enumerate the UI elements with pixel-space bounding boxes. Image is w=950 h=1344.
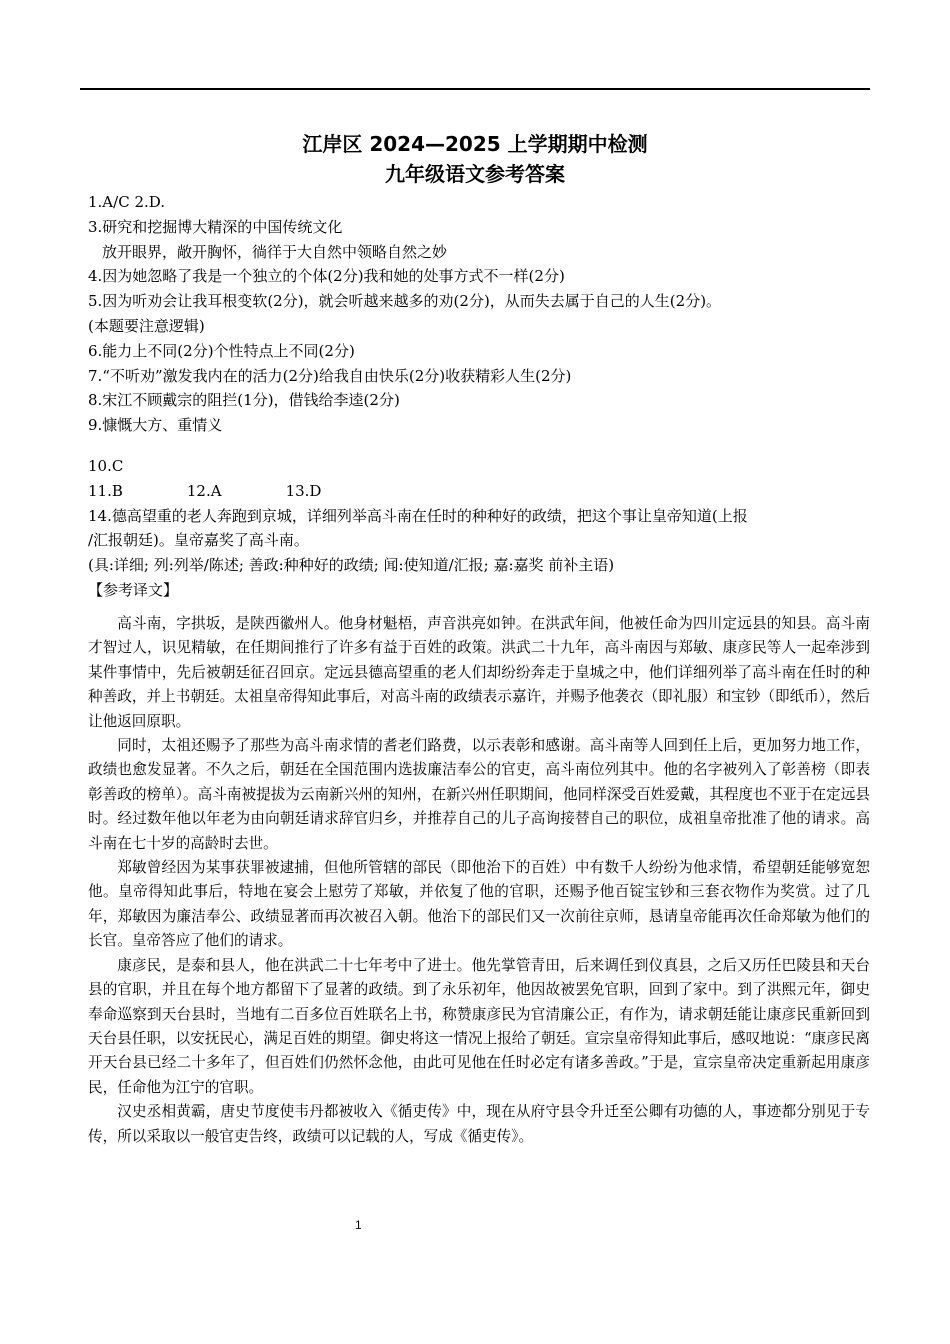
answer-5-line2: (本题要注意逻辑)	[88, 316, 205, 335]
answer-13: 13.D	[285, 481, 322, 500]
header-rule	[80, 88, 870, 90]
answer-14-note: (具:详细; 列:列举/陈述; 善政:种种好的政绩; 闻:使知道/汇报; 嘉:嘉奖 前补主语)	[88, 556, 615, 575]
answer-11-13	[88, 479, 880, 504]
translation-paragraph: 高斗南，字拱坂，是陕西徽州人。他身材魁梧，声音洪亮如钟。在洪武年间，他被任命为四川定远县的知县。高斗南才智过人，识见精敏，在任期间推行了许多有益于百姓的政策。洪武二十九年，高斗南因与郑敏、康彦民等人一起牵涉到某件事情中，先后被朝廷征召回京。定远县德高望重的老人们却纷纷奔走于皇城之中，他们详细列举了高斗南在任时的种种善政，并上书朝廷。太祖皇帝得知此事后，对高斗南的政绩表示嘉许，并赐予他袭衣（即礼服）和宝钞（即纸币），然后让他返回原职。	[88, 615, 870, 730]
answer-1-2: 1.A/C 2.D.	[88, 193, 166, 211]
translation-paragraph: 康彦民，是泰和县人，他在洪武二十七年考中了进士。他先掌管青田，后来调任到仪真县，之后又历任巴陵县和天台县的官职，并且在每个地方都留下了显著的政绩。到了永乐初年，他因故被罢免官职，回到了家中。到了洪熙元年，御史奉命巡察到天台县时，当地有二百多位百姓联名上书，称赞康彦民为官清廉公正，有作为，请求朝廷能让康彦民重新回到天台县任职，以安抚民心，满足百姓的期望。御史将这一情况上报给了朝廷。宣宗皇帝得知此事后，感叹地说：“康彦民离开天台县已经二十多年了，但百姓们仍然怀念他，由此可见他在任时必定有诸多善政。”于是，宣宗皇帝决定重新起用康彦民，任命他为江宁的官职。	[88, 956, 870, 1096]
answer-4: 4.因为她忽略了我是一个独立的个体(2分)我和她的处事方式不一样(2分)	[88, 267, 565, 286]
page-subtitle: 九年级语文参考答案	[385, 162, 565, 186]
answer-list	[88, 190, 880, 603]
translation-paragraph: 同时，太祖还赐予了那些为高斗南求情的耆老们路费，以示表彰和感谢。高斗南等人回到任上后，更加努力地工作，政绩也愈发显著。不久之后，朝廷在全国范围内选拔廉洁奉公的官吏，高斗南位列其中。他的名字被列入了彰善榜（即表彰善政的榜单）。高斗南被提拔为云南新兴州的知州，在新兴州任职期间，他同样深受百姓爱戴，其程度也不亚于在定远县时。经过数年他以年老为由向朝廷请求辞官归乡，并推荐自己的儿子高询接替自己的职位，成祖皇帝批准了他的请求。高斗南在七十岁的高龄时去世。	[88, 737, 870, 852]
answer-7: 7.“不听劝”激发我内在的活力(2分)给我自由快乐(2分)收获精彩人生(2分)	[88, 366, 572, 385]
answer-6: 6.能力上不同(2分)个性特点上不同(2分)	[88, 341, 355, 360]
answer-5-line1: 5.因为听劝会让我耳根变软(2分)，就会听越来越多的劝(2分)，从而失去属于自己的人生(2分)。	[88, 292, 722, 311]
answer-14-line1: 14.德高望重的老人奔跑到京城，详细列举高斗南在任时的种种好的政绩，把这个事让皇帝知道(上报	[88, 506, 748, 525]
translation-paragraph: 郑敏曾经因为某事获罪被逮捕，但他所管辖的部民（即他治下的百姓）中有数千人纷纷为他求情，希望朝廷能够宽恕他。皇帝得知此事后，特地在宴会上慰劳了郑敏，并依复了他的官职，还赐予他百锭宝钞和三套衣物作为奖赏。过了几年，郑敏因为廉洁奉公、政绩显著而再次被召入朝。他治下的部民们又一次前往京师，恳请皇帝能再次任命郑敏为他们的长官。皇帝答应了他们的请求。	[88, 859, 870, 950]
translation-paragraph: 汉史丞相黄霸，唐史节度使韦丹都被收入《循吏传》中，现在从府守县令升迁至公卿有功德的人，事迹都分别见于专传，所以采取以一般官吏告终，政绩可以记载的人，写成《循吏传》。	[88, 1103, 870, 1145]
answer-8: 8.宋江不顾戴宗的阻拦(1分)，借钱给李逵(2分)	[88, 391, 400, 410]
translation-heading: 【参考译文】	[88, 580, 179, 599]
page-title: 江岸区 2024—2025 上学期期中检测	[302, 132, 648, 156]
page-number: 1	[355, 1218, 362, 1232]
translation-body	[88, 612, 870, 1149]
answer-9: 9.慷慨大方、重情义	[88, 416, 223, 435]
answer-3-line2: 放开眼界，敞开胸怀，徜徉于大自然中领略自然之妙	[102, 242, 448, 261]
answer-11: 11.B	[88, 481, 123, 500]
answer-10: 10.C	[88, 456, 124, 475]
title-block	[80, 130, 870, 190]
answer-12: 12.A	[186, 481, 222, 500]
answer-14-line2: /汇报朝廷)。皇帝嘉奖了高斗南。	[88, 531, 309, 550]
answer-3-line1: 3.研究和挖掘博大精深的中国传统文化	[88, 217, 343, 236]
